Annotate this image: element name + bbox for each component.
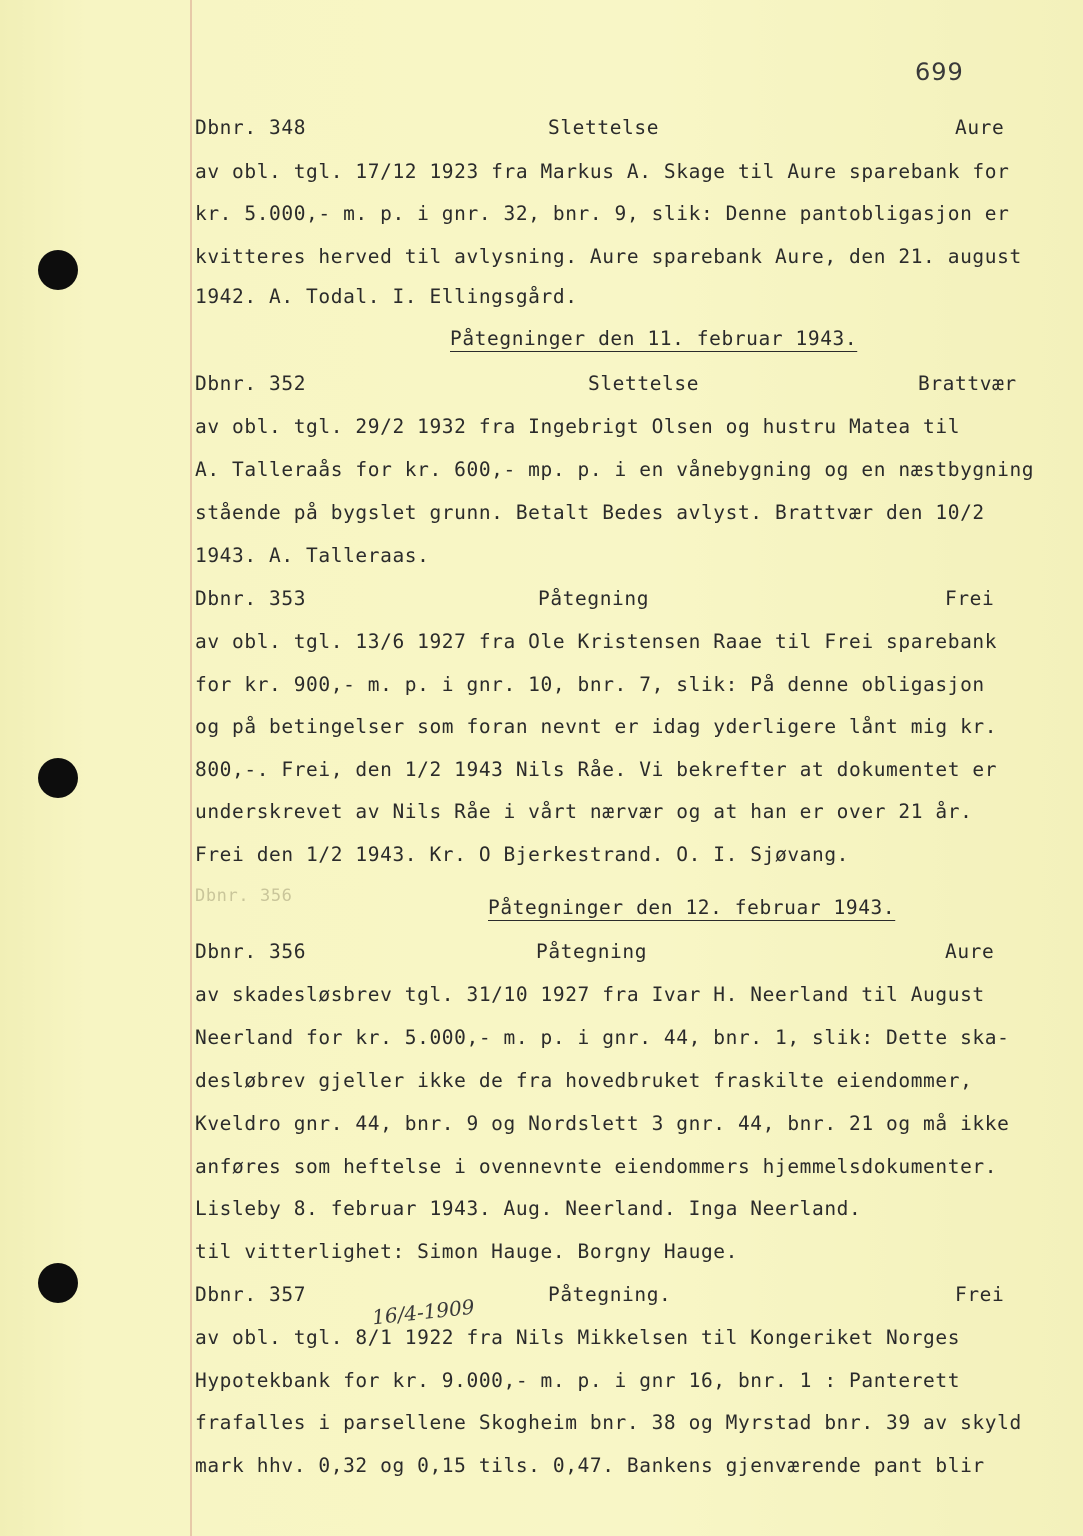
entry-text-line: Hypotekbank for kr. 9.000,- m. p. i gnr 16, bnr. 1 : Panterett [195, 1369, 961, 1392]
section-heading: Påtegninger den 12. februar 1943. [488, 896, 896, 919]
entry-text-line: til vitterlighet: Simon Hauge. Borgny Hauge. [195, 1240, 738, 1263]
entry-ref: Dbnr. 357 [195, 1283, 307, 1306]
entry-title: Påtegning [538, 587, 650, 610]
entry-place: Frei [955, 1283, 1005, 1306]
entry-text-line: av obl. tgl. 29/2 1932 fra Ingebrigt Olsen og hustru Matea til [195, 415, 961, 438]
entry-text-line: stående på bygslet grunn. Betalt Bedes avlyst. Brattvær den 10/2 [195, 501, 985, 524]
entry-text-line: Neerland for kr. 5.000,- m. p. i gnr. 44, bnr. 1, slik: Dette ska- [195, 1026, 1010, 1049]
entry-text-line: kr. 5.000,- m. p. i gnr. 32, bnr. 9, slik: Denne pantobligasjon er [195, 202, 1010, 225]
faded-entry-ref: Dbnr. 356 [195, 886, 293, 906]
entry-text-line: og på betingelser som foran nevnt er idag yderligere lånt mig kr. [195, 715, 998, 738]
entry-text-line: av obl. tgl. 13/6 1927 fra Ole Kristensen Raae til Frei sparebank [195, 630, 998, 653]
handwritten-date-annotation: 16/4-1909 [371, 1294, 476, 1330]
entry-title: Slettelse [548, 116, 660, 139]
binder-hole [38, 758, 78, 798]
entry-title: Påtegning. [548, 1283, 672, 1306]
entry-place: Brattvær [918, 372, 1017, 395]
entry-text-line: underskrevet av Nils Råe i vårt nærvær og at han er over 21 år. [195, 800, 973, 823]
entry-text-line: mark hhv. 0,32 og 0,15 tils. 0,47. Bankens gjenværende pant blir [195, 1454, 985, 1477]
entry-text-line: anføres som heftelse i ovennevnte eiendommers hjemmelsdokumenter. [195, 1155, 998, 1178]
entry-ref: Dbnr. 348 [195, 116, 307, 139]
entry-text-line: 800,-. Frei, den 1/2 1943 Nils Råe. Vi bekrefter at dokumentet er [195, 758, 998, 781]
entry-text-line: kvitteres herved til avlysning. Aure sparebank Aure, den 21. august [195, 245, 1022, 268]
entry-text-line: 1942. A. Todal. I. Ellingsgård. [195, 285, 578, 308]
section-heading: Påtegninger den 11. februar 1943. [450, 327, 858, 350]
entry-text-line: Kveldro gnr. 44, bnr. 9 og Nordslett 3 gnr. 44, bnr. 21 og må ikke [195, 1112, 1010, 1135]
entry-text-line: Lisleby 8. februar 1943. Aug. Neerland. Inga Neerland. [195, 1197, 862, 1220]
entry-text-line: A. Talleraås for kr. 600,- mp. p. i en vånebygning og en næstbygning [195, 458, 1035, 481]
entry-title: Slettelse [588, 372, 700, 395]
page-number: 699 [915, 58, 964, 86]
binder-hole [38, 250, 78, 290]
entry-ref: Dbnr. 353 [195, 587, 307, 610]
entry-place: Aure [955, 116, 1005, 139]
entry-text-line: av obl. tgl. 8/1 1922 fra Nils Mikkelsen til Kongeriket Norges [195, 1326, 961, 1349]
entry-text-line: Frei den 1/2 1943. Kr. O Bjerkestrand. O. I. Sjøvang. [195, 843, 850, 866]
entry-text-line: 1943. A. Talleraas. [195, 544, 430, 567]
entry-place: Aure [945, 940, 995, 963]
entry-text-line: av skadesløsbrev tgl. 31/10 1927 fra Ivar H. Neerland til August [195, 983, 985, 1006]
binder-hole [38, 1263, 78, 1303]
entry-place: Frei [945, 587, 995, 610]
entry-title: Påtegning [536, 940, 648, 963]
margin-rule [190, 0, 192, 1536]
entry-ref: Dbnr. 356 [195, 940, 307, 963]
entry-text-line: av obl. tgl. 17/12 1923 fra Markus A. Skage til Aure sparebank for [195, 160, 1010, 183]
entry-text-line: frafalles i parsellene Skogheim bnr. 38 og Myrstad bnr. 39 av skyld [195, 1411, 1022, 1434]
entry-text-line: desløbrev gjeller ikke de fra hovedbruket fraskilte eiendommer, [195, 1069, 973, 1092]
entry-text-line: for kr. 900,- m. p. i gnr. 10, bnr. 7, slik: På denne obligasjon [195, 673, 985, 696]
entry-ref: Dbnr. 352 [195, 372, 307, 395]
